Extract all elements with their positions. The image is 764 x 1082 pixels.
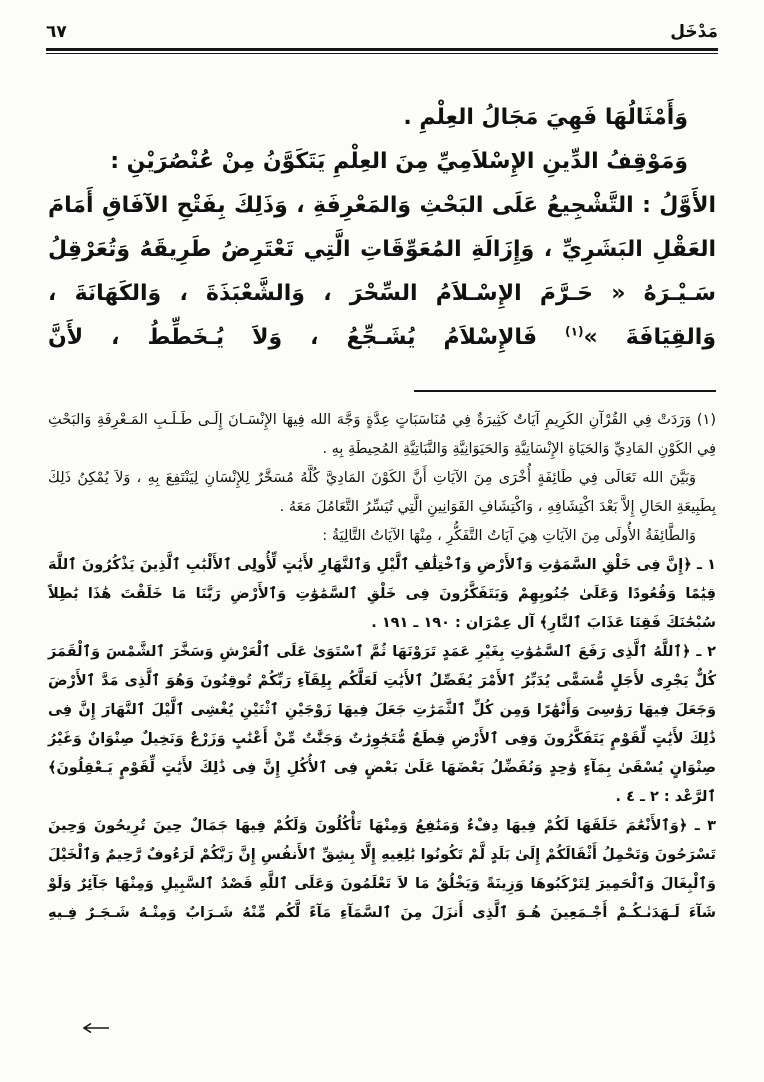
continuation-arrow-icon	[82, 1019, 110, 1038]
footnote-reference-marker: (١)	[565, 324, 584, 339]
page-number: ٦٧	[46, 22, 67, 42]
footnote-verse-item: ٢ ـ ﴿ٱللَّهُ ٱلَّذِى رَفَعَ ٱلسَّمَٰوَٰتِ بِغَيْرِ عَمَدٍ تَرَوْنَهَا ثُمَّ ٱسْتَوَىٰ عَلَى ٱلْعَرْشِ وَسَخَّرَ ٱلشَّمْسَ وَٱلْقَمَرَ كُلٌّ يَجْرِى لأَجَلٍ مُّسَمًّى يُدَبِّرُ ٱلأَمْرَ يُفَصِّلُ ٱلأَيَٰتِ لَعَلَّكُم بِلِقَآءِ رَبِّكُمْ تُوقِنُونَ وَهُوَ ٱلَّذِى مَدَّ ٱلأَرْضَ وَجَعَلَ فِيهَا رَوَٰسِىَ وَأَنْهَٰرًا وَمِن كُلِّ ٱلثَّمَرَٰتِ جَعَلَ فِيهَا زَوْجَيْنِ ٱثْنَيْنِ يُغْشِى ٱلَّيْلَ ٱلنَّهَارَ إِنَّ فِى ذَٰلِكَ لأَيَٰتٍ لِّقَوْمٍ يَتَفَكَّرُونَ وَفِى ٱلأَرْضِ قِطَعٌ مُّتَجَٰوِرَٰتٌ وَجَنَّٰتٌ مِّنْ أَعْنَٰبٍ وَزَرْعٌ وَنَخِيلٌ صِنْوَانٌ وَغَيْرُ صِنْوَانٍ يُسْقَىٰ بِمَآءٍ وَٰحِدٍ وَنُفَضِّلُ بَعْضَهَا عَلَىٰ بَعْضٍ فِى ٱلأُكُلِ إِنَّ فِى ذَٰلِكَ لأَيَٰتٍ لِّقَوْمٍ يَـعْقِلُونَ﴾ ٱلرَّعْد : ٢ ـ ٤ .	[48, 644, 716, 805]
main-text	[0, 54, 764, 360]
running-title: مَدْخَل	[670, 22, 718, 42]
footnote-paragraph: (١) وَرَدَتْ فِي القُرْآنِ الكَرِيمِ آيَاتٌ كَثِيرَةٌ فِي مُنَاسَبَاتٍ عِدَّةٍ وَجَّهَ الله فِيهَا الإِنْسَـانَ إِلَـى طَـلَـبِ المَـعْرِفَةِ وَالبَحْثِ فِي الكَوْنِ المَادِيِّ وَالحَيَاةِ الإِنْسَانِيَّةِ وَالحَيَوَانِيَّةِ وَالنَّبَاتِيَّةِ المُحِيطَةِ بِهِ .	[48, 412, 716, 457]
body-paragraph: وَأَمْثَالُهَا فَهِيَ مَجَالُ العِلْمِ .	[403, 105, 688, 130]
header-rule-thick	[46, 48, 718, 51]
footnote-separator-rule	[414, 390, 716, 392]
page-header	[0, 0, 764, 46]
body-paragraph: وَمَوْقِفُ الدِّينِ الإِسْلاَمِيِّ مِنَ العِلْمِ يَتَكَوَّنُ مِنْ عُنْصُرَيْنِ :	[110, 149, 688, 174]
footnote-verse-item: ٣ ـ ﴿وَٱلأَنْعَٰمَ خَلَقَهَا لَكُمْ فِيهَا دِفْءٌ وَمَنَٰفِعُ وَمِنْهَا تَأْكُلُونَ وَلَكُمْ فِيهَا جَمَالٌ حِينَ تُرِيحُونَ وَحِينَ تَسْرَحُونَ وَتَحْمِلُ أَثْقَالَكُمْ إِلَىٰ بَلَدٍ لَّمْ تَكُونُوا بَٰلِغِيهِ إِلَّا بِشِقِّ ٱلأَنفُسِ إِنَّ رَبَّكُمْ لَرَءُوفٌ رَّحِيمٌ وَٱلْخَيْلَ وَٱلْبِغَالَ وَٱلْحَمِيرَ لِتَرْكَبُوهَا وَزِينَةً وَيَخْلُقُ مَا لاَ تَعْلَمُونَ وَعَلَى ٱللَّهِ قَصْدُ ٱلسَّبِيلِ وَمِنْهَا جَآئِرٌ وَلَوْ شَآءَ لَـهَدَىٰـكُـمْ أَجْـمَعِينَ هُـوَ ٱلَّذِى أَنزَلَ مِنَ ٱلسَّمَآءِ مَآءً لَّكُم مِّنْهُ شَـرَابٌ وَمِنْـهُ شَـجَـرٌ فِـيهِ	[48, 818, 716, 921]
footnote-verse-item: ١ ـ ﴿إِنَّ فِى خَلْقِ السَّمَوَٰتِ وَٱلأَرْضِ وَٱخْتِلَٰفِ ٱلَّيْلِ وَٱلنَّهَارِ لأَيَٰتٍ لِّأُولِى ٱلأَلْبَٰبِ ٱلَّذِينَ يَذْكُرُونَ ٱللَّهَ قِيَٰمًا وَقُعُودًا وَعَلَىٰ جُنُوبِهِمْ وَيَتَفَكَّرُونَ فِى خَلْقِ ٱلسَّمَٰوَٰتِ وَٱلأَرْضِ رَبَّنَا مَا خَلَقْتَ هَٰذَا بَٰطِلاً سُبْحَٰنَكَ فَقِنَا عَذَابَ ٱلنَّارِ﴾ آل عِمْرَان : ١٩٠ ـ ١٩١ .	[48, 557, 716, 631]
body-paragraph	[48, 184, 716, 360]
body-paragraph-continuation: فَالإِسْلاَمُ يُشَـجِّعُ ، وَلاَ يُـخَطِّطُ ، لأَنَّ	[48, 325, 566, 350]
footnote-paragraph: وَبَيَّنَ الله تَعَالَى فِي طَائِفَةٍ أُخْرَى مِنَ الآيَاتِ أَنَّ الكَوْنَ المَادِيَّ كُلَّهُ مُسَخَّرٌ لِلإِنْسَانِ لِيَنْتَفِعَ بِهِ ، وَلاَ يُمْكِنُ ذَلِكَ بِطَبِيعَةِ الحَالِ إِلاَّ بَعْدَ اكْتِشَافِهِ ، وَاكْتِشَافِ القَوَانِينِ الَّتِي تُيَسِّرُ التَّعَامُلَ مَعَهُ .	[48, 470, 716, 515]
body-paragraph-text: الأَوَّلُ : التَّشْجِيعُ عَلَى البَحْثِ وَالمَعْرِفَةِ ، وَذَلِكَ بِفَتْحِ الآفَاقِ أَمَامَ العَقْلِ البَشَرِيِّ ، وَإِزَالَةِ المُعَوِّقَاتِ الَّتِي تَعْتَرِضُ طَرِيقَهُ وَتُعَرْقِلُ سَـيْـرَهُ « حَـرَّمَ الإِسْـلاَمُ السِّحْرَ ، وَالشَّعْبَذَةَ ، وَالكَهَانَةَ ، وَالقِيَافَةَ »	[48, 193, 716, 350]
footnote-paragraph: وَالطَّائِفَةُ الأُولَى مِنَ الآيَاتِ هِيَ آيَاتُ التَّفَكُّرِ ، مِنْهَا الآيَاتُ التَّالِيَةُ :	[322, 528, 696, 544]
footnote-section	[0, 406, 764, 928]
